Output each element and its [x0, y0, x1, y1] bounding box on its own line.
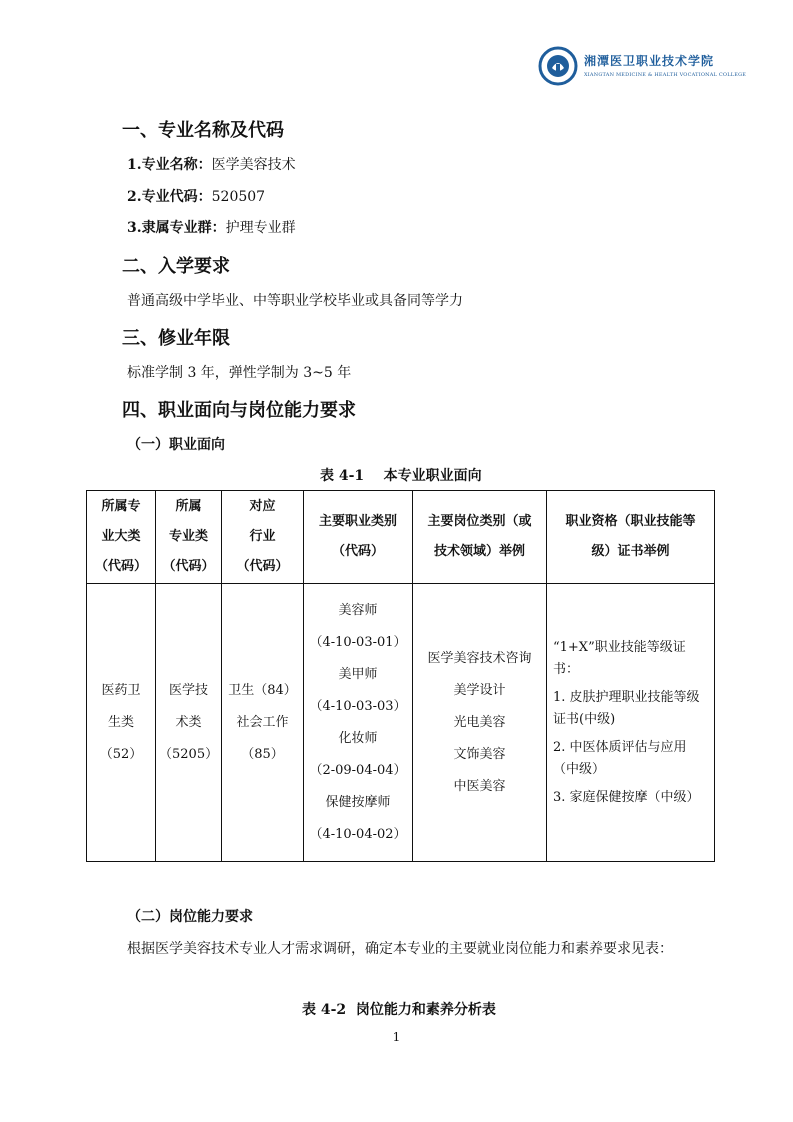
cell-certificates: “1+X”职业技能等级证书： 1. 皮肤护理职业技能等级证书(中级) 2. 中医体质评估与应用（中级） 3. 家庭保健按摩（中级） — [547, 584, 715, 862]
cell-occupation: 美容师 （4-10-03-01） 美甲师 （4-10-03-03） 化妆师 （2-09-04-04） 保健按摩师 （4-10-04-02） — [304, 584, 413, 862]
major-name-label: 1.专业名称： — [127, 157, 212, 173]
cell-subcategory: 医学技 术类 （5205） — [156, 584, 222, 862]
cell-positions: 医学美容技术咨询 美学设计 光电美容 文饰美容 中医美容 — [413, 584, 547, 862]
major-name-value: 医学美容技术 — [211, 157, 296, 173]
page-number: 1 — [392, 1030, 401, 1044]
school-name-en: XIANGTAN MEDICINE & HEALTH VOCATIONAL COLLEGE — [584, 72, 747, 78]
table-1-caption: 表 4-1 本专业职业面向 — [320, 468, 482, 484]
table-header-row — [87, 491, 715, 584]
subsection-2-heading: （二）岗位能力要求 — [127, 909, 253, 925]
header-category: 所属专 业大类 （代码） — [87, 491, 156, 584]
school-logo — [538, 46, 747, 90]
header-certificates: 职业资格（职业技能等 级）证书举例 — [547, 491, 715, 584]
school-emblem-icon — [538, 46, 578, 86]
header-industry: 对应 行业 （代码） — [222, 491, 304, 584]
major-group-value: 护理专业群 — [225, 220, 296, 236]
header-subcategory: 所属 专业类 （代码） — [156, 491, 222, 584]
cell-industry: 卫生（84） 社会工作 （85） — [222, 584, 304, 862]
section-2-heading: 二、入学要求 — [122, 256, 230, 277]
section-1-heading: 一、专业名称及代码 — [122, 120, 284, 141]
ability-paragraph: 根据医学美容技术专业人才需求调研，确定本专业的主要就业岗位能力和素养要求见表： — [127, 941, 673, 957]
table-2-caption: 表 4-2 岗位能力和素养分析表 — [302, 1002, 496, 1018]
major-group-label: 3.隶属专业群： — [127, 220, 226, 236]
school-name: 湘潭医卫职业技术学院 — [584, 54, 715, 68]
admission-text: 普通高级中学毕业、中等职业学校毕业或具备同等学力 — [127, 293, 463, 309]
duration-text: 标准学制 3 年，弹性学制为 3~5 年 — [127, 365, 352, 381]
table-row — [87, 584, 715, 862]
career-orientation-table — [86, 490, 715, 862]
cell-category: 医药卫 生类 （52） — [87, 584, 156, 862]
section-4-heading: 四、职业面向与岗位能力要求 — [122, 400, 356, 421]
major-group-line — [127, 217, 296, 237]
major-code-value: 520507 — [211, 189, 266, 205]
subsection-1-heading: （一）职业面向 — [127, 437, 225, 453]
major-code-line — [127, 186, 265, 206]
major-code-label: 2.专业代码： — [127, 189, 212, 205]
major-name-line — [127, 154, 296, 174]
header-occupation: 主要职业类别 （代码） — [304, 491, 413, 584]
header-positions: 主要岗位类别（或 技术领域）举例 — [413, 491, 547, 584]
section-3-heading: 三、修业年限 — [122, 328, 230, 349]
